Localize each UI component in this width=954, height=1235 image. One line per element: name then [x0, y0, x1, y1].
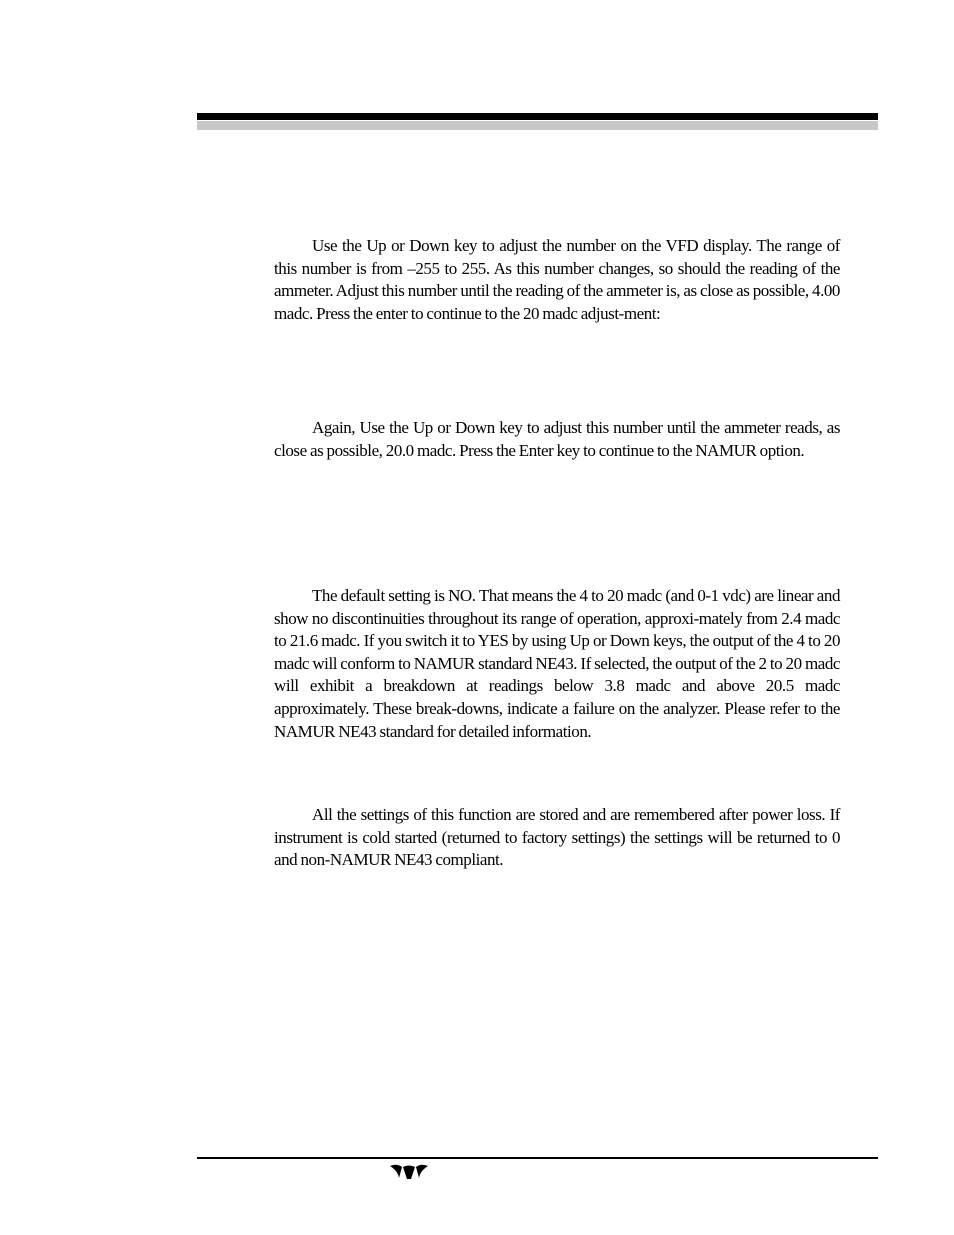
paragraph-zero-adjust: Use the Up or Down key to adjust the number on the VFD display. The range of this number is from –255 to 255. As this number changes, so should the reading of the ammeter. Adjust this number until the reading of the ammeter is, as close as possible, 4.00 madc. Press the enter to continue to the 20 madc adjust-ment:	[274, 236, 840, 323]
paragraph-settings-storage: All the settings of this function are stored and are remembered after power loss. If instrument is cold started (returned to factory settings) the settings will be returned to 0 and non-NAMUR NE43 compliant.	[274, 805, 840, 870]
teledyne-logo-icon	[389, 1162, 429, 1180]
paragraph-span-adjust: Again, Use the Up or Down key to adjust this number until the ammeter reads, as close as possible, 20.0 madc. Press the Enter key to continue to the NAMUR option.	[274, 418, 840, 460]
header-rule	[197, 113, 878, 120]
footer-rule	[197, 1157, 878, 1159]
paragraph-namur-option: The default setting is NO. That means the 4 to 20 madc (and 0-1 vdc) are linear and show no discontinuities throughout its range of operation, approxi-mately from 2.4 madc to 21.6 madc. If you switch it to YES by using Up or Down keys, the output of the 4 to 20 madc will conform to NAMUR standard NE43. If selected, the output of the 2 to 20 madc will exhibit a breakdown at readings below 3.8 madc and above 20.5 madc approximately. These break-downs, indicate a failure on the analyzer. Please refer to the NAMUR NE43 standard for detailed information.	[274, 586, 840, 741]
header-rule-shadow	[197, 121, 878, 130]
